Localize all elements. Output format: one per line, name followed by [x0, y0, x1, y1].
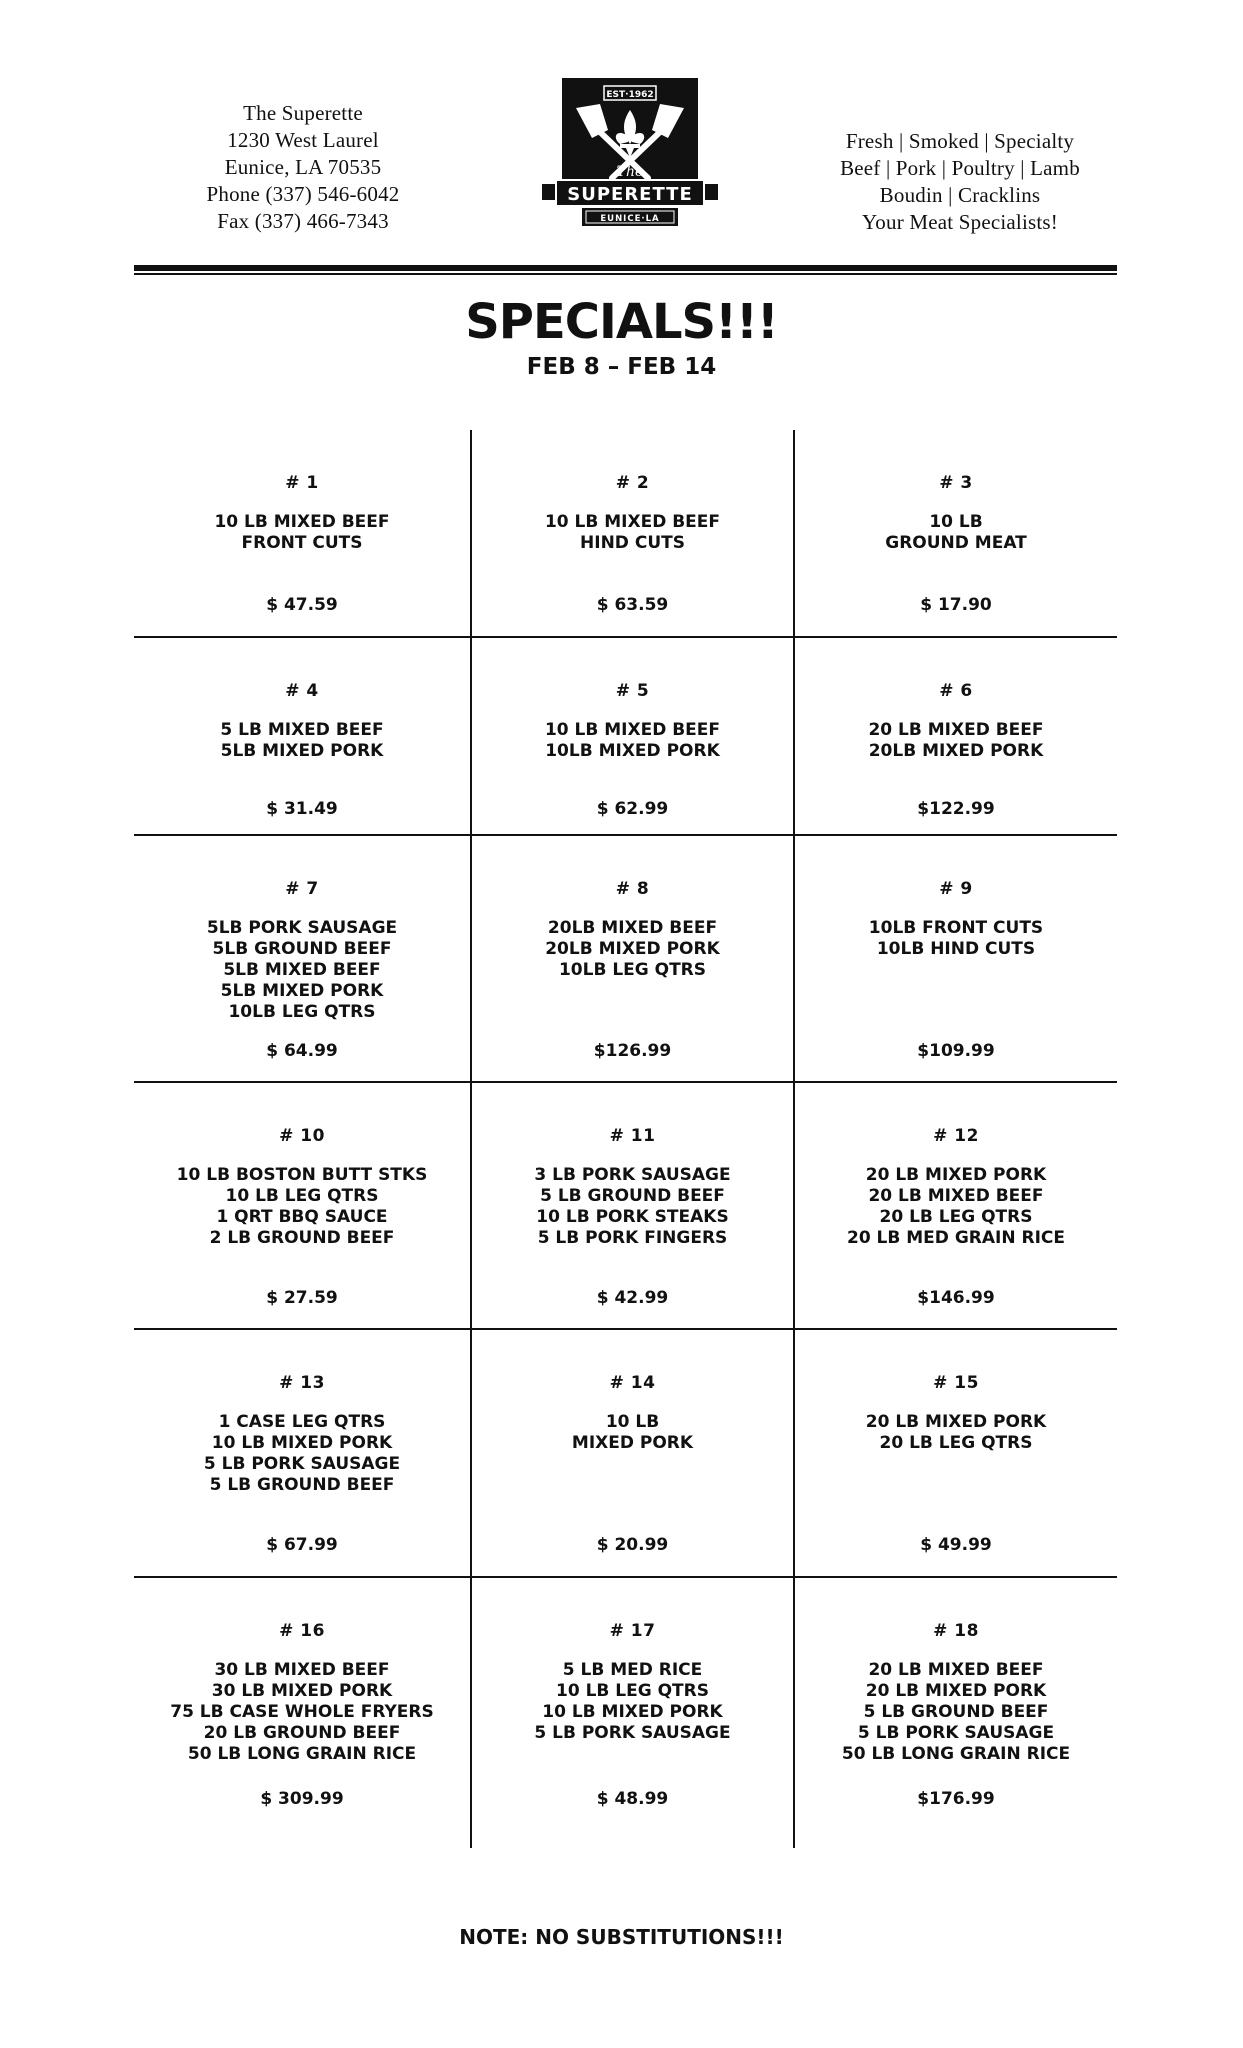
special-item-line: 20 LB MIXED PORK: [865, 1412, 1047, 1432]
special-items: [134, 512, 470, 554]
store-tagline-block: [800, 128, 1120, 236]
special-number: # 5: [615, 681, 650, 701]
special-number: # 16: [279, 1621, 325, 1641]
special-item-line: 10LB MIXED PORK: [545, 741, 720, 761]
special-item-line: 5 LB MED RICE: [562, 1660, 703, 1680]
special-number: # 7: [285, 879, 319, 899]
specials-grid: [134, 430, 1117, 1848]
special-number: # 8: [615, 879, 650, 899]
special-item-line: 20 LB MIXED BEEF: [868, 720, 1044, 740]
store-phone: Phone (337) 546-6042: [206, 182, 400, 206]
special-item-line: 10 LB MIXED BEEF: [544, 512, 721, 532]
special-price: $122.99: [917, 799, 995, 819]
special-number: # 15: [933, 1373, 979, 1393]
special-items: [134, 720, 470, 762]
special-cell: [134, 1083, 470, 1323]
special-items: [472, 1165, 793, 1249]
special-item-line: 10LB HIND CUTS: [876, 939, 1036, 959]
special-item-line: 5LB PORK SAUSAGE: [206, 918, 398, 938]
special-price: $ 48.99: [596, 1789, 669, 1809]
special-number: # 2: [615, 473, 650, 493]
special-cell: [134, 1330, 470, 1570]
special-cell: [472, 836, 793, 1076]
special-item-line: 3 LB PORK SAUSAGE: [534, 1165, 731, 1185]
store-fax: Fax (337) 466-7343: [217, 209, 389, 233]
tagline-line-3: Boudin | Cracklins: [879, 183, 1041, 207]
tagline-line-2: Beef | Pork | Poultry | Lamb: [840, 156, 1080, 180]
special-item-line: 5 LB GROUND BEEF: [209, 1475, 395, 1495]
special-price: $176.99: [917, 1789, 995, 1809]
special-item-line: 10 LB MIXED BEEF: [214, 512, 390, 532]
logo-est-text: EST·1962: [606, 90, 654, 100]
special-items: [472, 720, 793, 762]
special-cell: [472, 1330, 793, 1570]
special-price: $ 47.59: [266, 595, 338, 615]
special-item-line: 20LB MIXED BEEF: [547, 918, 718, 938]
special-price: $ 62.99: [596, 799, 669, 819]
special-item-line: 75 LB CASE WHOLE FRYERS: [170, 1702, 434, 1722]
special-item-line: 10 LB MIXED BEEF: [544, 720, 721, 740]
special-price: $109.99: [917, 1041, 995, 1061]
special-items: [795, 1660, 1117, 1765]
store-city: Eunice, LA 70535: [224, 155, 382, 179]
special-items: [472, 1660, 793, 1744]
special-number: # 1: [285, 473, 319, 493]
special-cell: [472, 1578, 793, 1818]
special-cell: [795, 430, 1117, 670]
special-item-line: 20 LB LEG QTRS: [879, 1207, 1033, 1227]
special-item-line: 10 LB: [929, 512, 983, 532]
special-items: [472, 1412, 793, 1454]
special-item-line: 5LB GROUND BEEF: [212, 939, 392, 959]
special-number: # 10: [279, 1126, 325, 1146]
special-item-line: 10LB LEG QTRS: [558, 960, 707, 980]
special-cell: [795, 1330, 1117, 1570]
special-price: $ 27.59: [266, 1288, 338, 1308]
no-substitutions-note: NOTE: NO SUBSTITUTIONS!!!: [459, 1925, 784, 1949]
store-name: The Superette: [243, 101, 363, 125]
special-item-line: 20 LB MIXED PORK: [865, 1681, 1047, 1701]
special-item-line: 30 LB MIXED BEEF: [214, 1660, 390, 1680]
special-item-line: 1 CASE LEG QTRS: [218, 1412, 386, 1432]
special-item-line: 20LB MIXED PORK: [868, 741, 1044, 761]
tagline-line-1: Fresh | Smoked | Specialty: [845, 129, 1075, 153]
special-number: # 6: [939, 681, 973, 701]
page-title: SPECIALS!!!: [465, 294, 778, 350]
special-item-line: 5LB MIXED PORK: [220, 741, 384, 761]
store-address-block: [163, 100, 443, 235]
special-items: [134, 1165, 470, 1249]
special-item-line: 20 LB GROUND BEEF: [203, 1723, 401, 1743]
header-divider-thin: [134, 273, 1117, 275]
special-item-line: 10 LB BOSTON BUTT STKS: [176, 1165, 428, 1185]
special-item-line: 10 LB PORK STEAKS: [536, 1207, 729, 1227]
special-item-line: 10 LB LEG QTRS: [556, 1681, 709, 1701]
special-items: [134, 918, 470, 1023]
special-item-line: 20 LB MIXED BEEF: [868, 1186, 1044, 1206]
special-item-line: 5 LB PORK SAUSAGE: [857, 1723, 1055, 1743]
special-cell: [795, 1083, 1117, 1323]
store-street: 1230 West Laurel: [227, 128, 379, 152]
special-price: $ 49.99: [920, 1535, 992, 1555]
special-cell: [795, 836, 1117, 1076]
special-number: # 11: [609, 1126, 656, 1146]
special-item-line: 20 LB MIXED BEEF: [868, 1660, 1044, 1680]
special-price: $ 67.99: [266, 1535, 338, 1555]
special-item-line: 20 LB MED GRAIN RICE: [846, 1228, 1066, 1248]
special-item-line: MIXED PORK: [571, 1433, 694, 1453]
special-number: # 3: [939, 473, 973, 493]
special-items: [795, 512, 1117, 554]
special-item-line: 10LB LEG QTRS: [228, 1002, 376, 1022]
special-item-line: 10 LB MIXED PORK: [542, 1702, 723, 1722]
special-item-line: 5 LB PORK SAUSAGE: [203, 1454, 401, 1474]
special-item-line: 5LB MIXED PORK: [220, 981, 384, 1001]
special-number: # 12: [933, 1126, 979, 1146]
special-item-line: 10 LB: [605, 1412, 660, 1432]
date-range: FEB 8 – FEB 14: [526, 354, 717, 380]
special-item-line: 2 LB GROUND BEEF: [209, 1228, 395, 1248]
header-divider-thick: [134, 265, 1117, 271]
special-number: # 18: [933, 1621, 979, 1641]
special-item-line: 1 QRT BBQ SAUCE: [216, 1207, 388, 1227]
special-number: # 14: [609, 1373, 656, 1393]
special-price: $146.99: [917, 1288, 995, 1308]
special-items: [134, 1660, 470, 1765]
special-price: $126.99: [593, 1041, 672, 1061]
special-item-line: 5 LB GROUND BEEF: [863, 1702, 1049, 1722]
logo-the-text: The: [616, 164, 644, 180]
special-item-line: 10LB FRONT CUTS: [868, 918, 1044, 938]
special-item-line: 20 LB MIXED PORK: [865, 1165, 1047, 1185]
special-item-line: 20LB MIXED PORK: [545, 939, 720, 959]
special-price: $ 31.49: [266, 799, 338, 819]
special-items: [795, 918, 1117, 960]
special-items: [472, 918, 793, 981]
special-item-line: 10 LB MIXED PORK: [211, 1433, 393, 1453]
special-number: # 9: [939, 879, 973, 899]
special-cell: [134, 1578, 470, 1818]
special-items: [795, 1165, 1117, 1249]
special-cell: [134, 430, 470, 670]
tagline-line-4: Your Meat Specialists!: [862, 210, 1058, 234]
special-item-line: 20 LB LEG QTRS: [879, 1433, 1033, 1453]
special-item-line: 5 LB PORK SAUSAGE: [534, 1723, 731, 1743]
special-number: # 13: [279, 1373, 325, 1393]
special-item-line: 50 LB LONG GRAIN RICE: [841, 1744, 1071, 1764]
special-price: $ 17.90: [920, 595, 992, 615]
special-cell: [472, 1083, 793, 1323]
special-cell: [472, 430, 793, 670]
special-item-line: 50 LB LONG GRAIN RICE: [187, 1744, 417, 1764]
special-price: $ 63.59: [596, 595, 669, 615]
logo-location-text: EUNICE·LA: [600, 214, 660, 224]
special-item-line: FRONT CUTS: [241, 533, 363, 553]
special-price: $ 20.99: [596, 1535, 669, 1555]
special-price: $ 42.99: [596, 1288, 669, 1308]
special-item-line: 5 LB GROUND BEEF: [540, 1186, 725, 1206]
special-item-line: 5 LB PORK FINGERS: [537, 1228, 728, 1248]
special-item-line: 10 LB LEG QTRS: [225, 1186, 379, 1206]
superette-logo: [542, 74, 718, 246]
special-item-line: 5LB MIXED BEEF: [223, 960, 381, 980]
special-item-line: GROUND MEAT: [885, 533, 1027, 553]
special-price: $ 309.99: [260, 1789, 344, 1809]
special-items: [134, 1412, 470, 1496]
special-items: [795, 1412, 1117, 1454]
special-items: [795, 720, 1117, 762]
special-items: [472, 512, 793, 554]
logo-name-text: SUPERETTE: [567, 184, 693, 205]
special-item-line: 30 LB MIXED PORK: [211, 1681, 393, 1701]
special-item-line: HIND CUTS: [580, 533, 685, 553]
special-price: $ 64.99: [266, 1041, 338, 1061]
special-item-line: 5 LB MIXED BEEF: [220, 720, 384, 740]
special-cell: [134, 836, 470, 1076]
special-number: # 4: [285, 681, 319, 701]
special-number: # 17: [609, 1621, 656, 1641]
special-cell: [795, 1578, 1117, 1818]
